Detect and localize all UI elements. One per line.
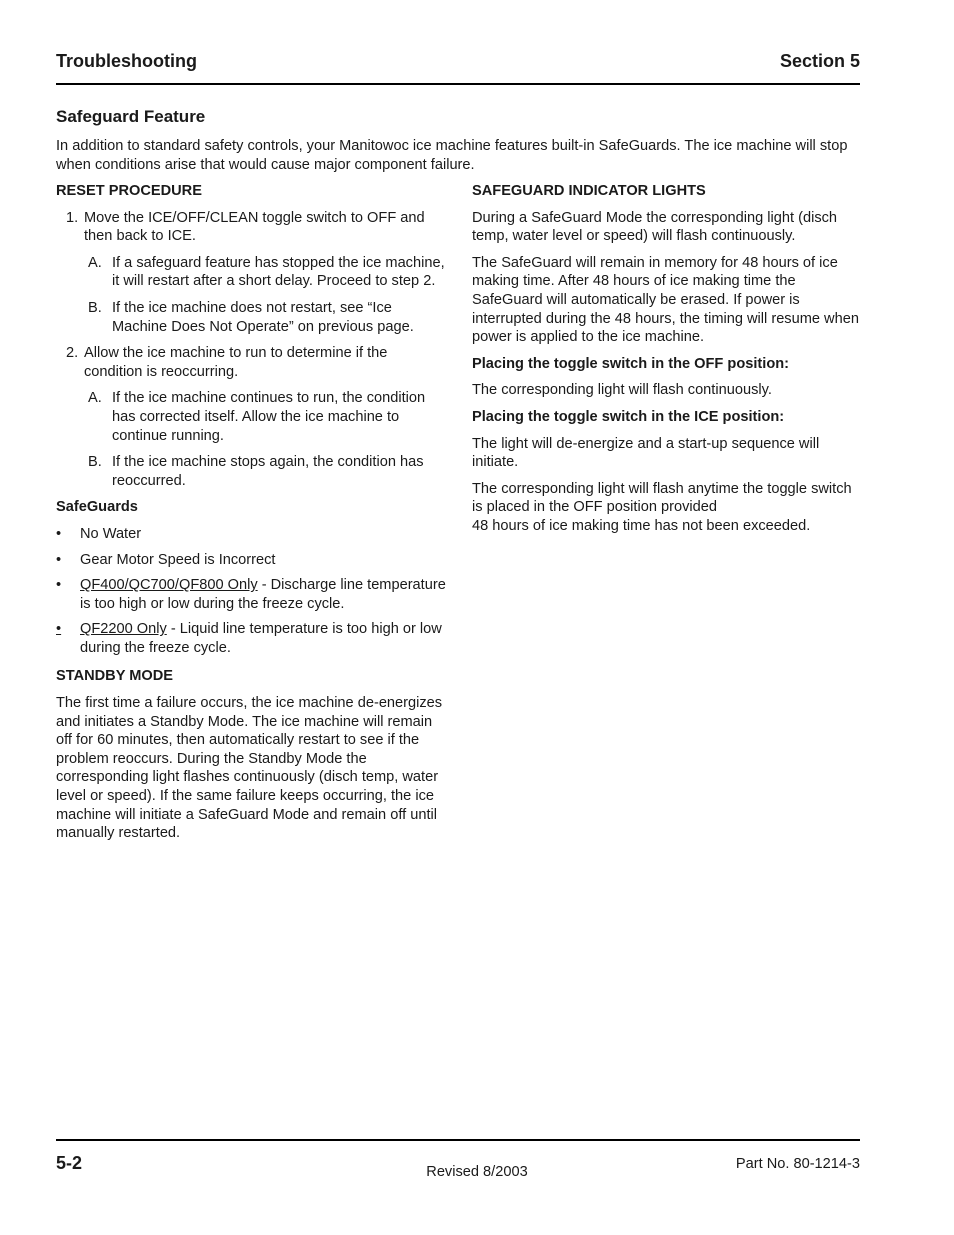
bullet-icon: •: [56, 551, 62, 568]
model-label: QF400/QC700/QF800 Only: [80, 577, 258, 594]
ice-position-heading: Placing the toggle switch in the ICE position:: [472, 408, 785, 425]
header-rule: [56, 83, 860, 85]
substep-letter: A.: [88, 254, 102, 271]
step-1a: [56, 254, 446, 291]
bullet-icon: •: [56, 525, 62, 542]
bullet-text: No Water: [80, 525, 142, 542]
header-title: Troubleshooting: [56, 51, 197, 71]
safeguards-heading: SafeGuards: [56, 499, 138, 516]
step-number: 2.: [66, 345, 79, 362]
off-position-text: The corresponding light will flash continuously.: [472, 382, 772, 399]
safeguard-item-no-water: [56, 525, 446, 544]
step-text: Move the ICE/OFF/CLEAN toggle switch to OFF and then back to ICE.: [84, 209, 425, 245]
step-1b: [56, 299, 446, 336]
off-position-heading: Placing the toggle switch in the OFF position:: [472, 355, 790, 372]
indicator-paragraph-2: The SafeGuard will remain in memory for 48 hours of ice making time. After 48 hours of ice making time the SafeGuard will automatically be erased. If power is interrupted during the 48 hours, the timing will resume when power is applied to the ice machine.: [472, 254, 859, 346]
header-section: Section 5: [779, 51, 860, 71]
indicator-paragraph-1: During a SafeGuard Mode the corresponding light (disch temp, water level or speed) will flash continuously.: [472, 209, 838, 245]
step-number: 1.: [66, 209, 79, 226]
bullet-icon: •: [56, 577, 62, 594]
right-column: [472, 182, 864, 544]
bullet-text: - Liquid line temperature is too high or low during the freeze cycle.: [80, 621, 442, 656]
left-column: [56, 182, 446, 851]
substep-text: If the ice machine continues to run, the condition has corrected itself. Allow the ice machine to continue running.: [112, 390, 426, 444]
standby-mode-text: The first time a failure occurs, the ice machine de-energizes and initiates a Standby Mode. The ice machine will remain off for 60 minutes, then automatically restart to see if the problem reoccurs. During the Standby Mode the corresponding light flashes continuously (disch temp, water level or speed). If the same failure keeps occurring, the ice machine will initiate a SafeGuard Mode and remain off until manually restarted.: [56, 695, 443, 842]
step-2b: [56, 453, 446, 490]
indicator-paragraph-last: [472, 480, 864, 536]
safeguard-item-gear-motor: [56, 551, 446, 570]
model-label: QF2200 Only: [80, 621, 167, 638]
reset-procedure-heading: RESET PROCEDURE: [56, 183, 202, 199]
text-line: The corresponding light will flash anytime the toggle switch is placed in the OFF position provided: [472, 480, 852, 516]
ice-position-text: The light will de-energize and a start-up sequence will initiate.: [472, 435, 820, 471]
text-line: 48 hours of ice making time has not been exceeded.: [472, 517, 811, 534]
step-text: Allow the ice machine to run to determine if the condition is reoccurring.: [84, 345, 388, 380]
safeguard-item-discharge-line: [56, 576, 446, 613]
step-2: [56, 344, 446, 381]
revision-date: Revised 8/2003: [426, 1164, 528, 1180]
intro-paragraph: In addition to standard safety controls, your Manitowoc ice machine features built-in SafeGuards. The ice machine will stop when conditions arise that would cause major component failure.: [56, 138, 848, 173]
step-2a: [56, 389, 446, 445]
substep-letter: B.: [88, 454, 102, 471]
substep-letter: B.: [88, 299, 102, 316]
bullet-text: - Discharge line temperature is too high or low during the freeze cycle.: [80, 577, 446, 612]
substep-text: If a safeguard feature has stopped the ice machine, it will restart after a short delay. Proceed to step 2.: [112, 254, 445, 290]
bullet-text: Gear Motor Speed is Incorrect: [80, 551, 276, 568]
part-number: Part No. 80-1214-3: [735, 1156, 860, 1172]
substep-text: If the ice machine does not restart, see “Ice Machine Does Not Operate” on previous page.: [112, 299, 414, 335]
bullet-icon: •: [56, 621, 62, 638]
safeguard-item-liquid-line: [56, 620, 446, 657]
standby-mode-heading: STANDBY MODE: [56, 668, 174, 685]
indicator-lights-heading: SAFEGUARD INDICATOR LIGHTS: [472, 183, 706, 199]
footer-rule: [56, 1139, 860, 1141]
section-heading: Safeguard Feature: [56, 107, 206, 126]
step-1: [56, 209, 446, 246]
substep-text: If the ice machine stops again, the condition has reoccurred.: [112, 454, 424, 489]
page-number: 5-2: [56, 1153, 83, 1173]
substep-letter: A.: [88, 390, 102, 407]
